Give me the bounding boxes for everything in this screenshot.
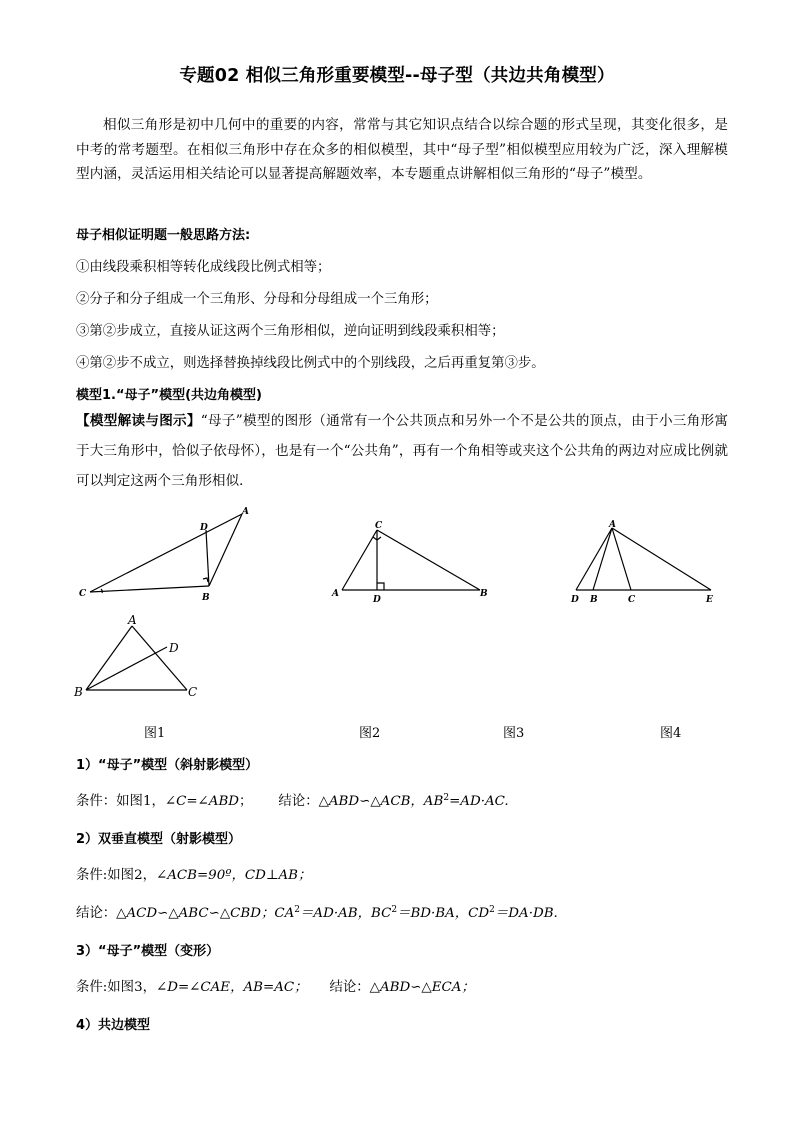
sec3-heading: 3）“母子”模型（变形） xyxy=(76,944,220,959)
fig3-label-e: E xyxy=(706,595,713,605)
fig2-label-d: D xyxy=(373,595,381,605)
step-3: ③第②步成立，直接从证这两个三角形相似，逆向证明到线段乘积相等； xyxy=(76,324,505,339)
figure-3-diagram xyxy=(563,516,723,606)
step-2: ②分子和分子组成一个三角形、分母和分母组成一个三角形； xyxy=(76,292,438,307)
fig3-label-c: C xyxy=(628,595,636,605)
sec3-concl: △ABD∽△ECA； xyxy=(369,980,475,995)
sec2-p2: ＝BD·BA，CD xyxy=(397,906,490,921)
sec3-concl-label: 结论： xyxy=(329,980,370,995)
caption-fig4: 图4 xyxy=(660,726,682,741)
sec2-sup-2: 2 xyxy=(391,905,398,915)
fig3-label-b: B xyxy=(590,595,598,605)
figure-2-diagram xyxy=(328,516,498,606)
sec2-heading: 2）双垂直模型（射影模型） xyxy=(76,832,242,847)
sec1-concl-label: 结论： xyxy=(278,794,319,809)
sec3-cond-label: 条件:如图3， xyxy=(76,980,156,995)
figure-4-diagram xyxy=(70,610,210,705)
sec2-sup-3: 2 xyxy=(489,905,495,915)
fig2-label-c: C xyxy=(375,521,383,531)
sec2-conclusion-line xyxy=(76,902,558,921)
fig1-label-b: B xyxy=(202,593,210,603)
model1-heading: 模型1.“母子”模型(共边角模型) xyxy=(76,388,262,403)
step-4: ④第②步不成立，则选择替换掉线段比例式中的个别线段，之后再重复第③步。 xyxy=(76,356,545,371)
fig2-label-b: B xyxy=(480,589,488,599)
sec1-heading: 1）“母子”模型（斜射影模型） xyxy=(76,758,259,773)
sec2-condition-line xyxy=(76,864,311,883)
fig3-label-d: D xyxy=(571,595,579,605)
sec1-concl-b: ，AB xyxy=(410,794,444,809)
sec1-concl-a: △ABD∽△ACB xyxy=(318,794,411,809)
sec2-p3: ＝DA·DB. xyxy=(494,906,558,921)
model1-text: “母子”模型的图形（通常有一个公共顶点和另外一个不是公共的顶点，由于小三角形寓于大三角形中，恰似子依母怀），也是有一个“公共角”，再有一个角相等或夹这个公共角的两边对应成比例就可以判定这两个三角形相似． xyxy=(76,413,728,489)
sec2-p1: ＝AD·AB，BC xyxy=(300,906,392,921)
sec2-sup-1: 2 xyxy=(294,905,301,915)
fig1-label-a: A xyxy=(242,507,249,517)
page-title: 专题02 相似三角形重要模型--母子型（共边共角模型） xyxy=(179,66,615,86)
fig4-label-a: A xyxy=(128,613,137,627)
caption-fig2: 图2 xyxy=(359,726,381,741)
fig4-label-d: D xyxy=(169,641,179,655)
fig4-label-c: C xyxy=(188,685,198,699)
step-1: ①由线段乘积相等转化成线段比例式相等； xyxy=(76,260,331,275)
sec2-concl: △ACD∽△ABC∽△CBD；CA xyxy=(116,906,295,921)
caption-fig1: 图1 xyxy=(144,726,166,741)
sec1-cond-label: 条件：如图1， xyxy=(76,794,165,809)
model1-lead: 【模型解读与图示】 xyxy=(76,413,201,429)
fig3-label-a: A xyxy=(609,520,616,530)
model1-paragraph xyxy=(76,406,728,496)
figure-1-diagram xyxy=(76,500,256,610)
fig2-label-a: A xyxy=(332,589,339,599)
sec2-concl-label: 结论： xyxy=(76,906,117,921)
sec2-cond-label: 条件:如图2， xyxy=(76,868,156,883)
sec3-condition-line xyxy=(76,976,475,995)
fig1-label-d: D xyxy=(200,523,208,533)
sec2-cond: ∠ACB=90º，CD⊥AB； xyxy=(155,868,312,883)
sec1-sup: 2 xyxy=(443,793,450,803)
method-heading: 母子相似证明题一般思路方法: xyxy=(76,228,251,243)
intro-paragraph: 相似三角形是初中几何中的重要的内容，常常与其它知识点结合以综合题的形式呈现，其变化很多，是中考的常考题型。在相似三角形中存在众多的相似模型，其中“母子型”相似模型应用较为广泛，深入理解模型内涵，灵活运用相关结论可以显著提高解题效率，本专题重点讲解相似三角形的“母子”模型。 xyxy=(76,117,728,182)
caption-fig3: 图3 xyxy=(503,726,525,741)
fig4-label-b: B xyxy=(74,685,83,699)
sec4-heading: 4）共边模型 xyxy=(76,1018,151,1033)
sec3-cond: ∠D=∠CAE，AB=AC； xyxy=(155,980,308,995)
sec1-concl-c: =AD·AC. xyxy=(449,794,509,809)
sec1-condition-line: 条件：如图1，∠C=∠ABD； 结论：△ABD∽△ACB，$AB^2=AD\cdot AC$. xyxy=(76,793,509,809)
fig1-label-c: C xyxy=(79,589,87,599)
sec1-cond: ∠C=∠ABD xyxy=(164,794,240,809)
